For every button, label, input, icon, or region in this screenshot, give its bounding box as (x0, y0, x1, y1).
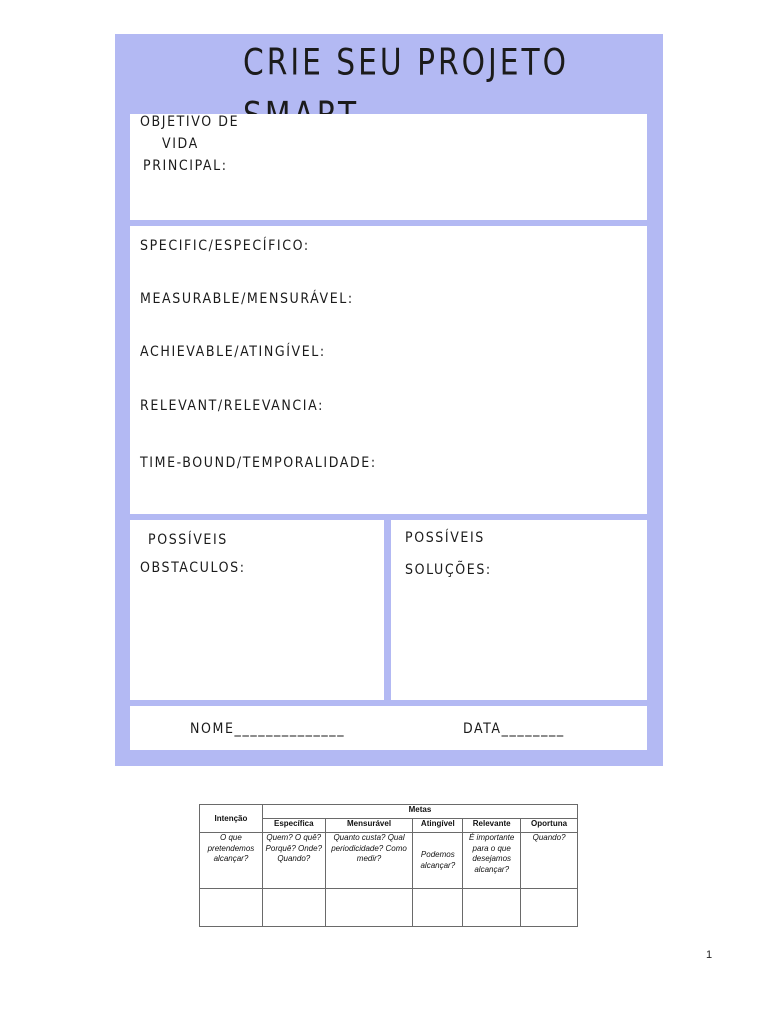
name-field-label: NOME______________ (190, 721, 346, 737)
table-cell (463, 889, 521, 927)
date-field-label: DATA________ (463, 721, 565, 737)
column-header: Específica (262, 819, 325, 833)
relevant-label: RELEVANT/RELEVANCIA: (140, 398, 324, 414)
table-cell: O que pretendemos alcançar? (200, 833, 263, 889)
solutions-label-line1: POSSÍVEIS (405, 530, 485, 546)
table-cell (262, 889, 325, 927)
column-header: Relevante (463, 819, 521, 833)
smart-goals-table (199, 804, 578, 927)
column-header: Atingível (413, 819, 463, 833)
table-cell: Podemos alcançar? (413, 833, 463, 889)
table-cell (413, 889, 463, 927)
specific-label: SPECIFIC/ESPECÍFICO: (140, 238, 310, 254)
objective-label-line2: VIDA (162, 136, 199, 152)
table-cell (200, 889, 263, 927)
smart-criteria-box (130, 226, 647, 514)
table-cell: Quando? (521, 833, 578, 889)
form-title: CRIE SEU PROJETO (243, 40, 569, 84)
solutions-label-line2: SOLUÇÕES: (405, 562, 492, 578)
objective-label-line1: OBJETIVO DE (140, 114, 240, 130)
table-header-row (200, 805, 578, 819)
table-cell (325, 889, 413, 927)
obstacles-label-line1: POSSÍVEIS (148, 532, 228, 548)
table-cell: É importante para o que desejamos alcançar? (463, 833, 521, 889)
life-objective-box (130, 114, 647, 220)
measurable-label: MEASURABLE/MENSURÁVEL: (140, 291, 354, 307)
obstacles-label-line2: OBSTACULOS: (140, 560, 246, 576)
page-number: 1 (706, 949, 713, 961)
table-row (200, 833, 578, 889)
obstacles-box (130, 520, 384, 700)
table-cell: Quanto custa? Qual periodicidade? Como medir? (325, 833, 413, 889)
smart-project-form (115, 34, 663, 766)
objective-label-line3: PRINCIPAL: (143, 158, 228, 174)
table-cell: Quem? O quê? Porquê? Onde? Quando? (262, 833, 325, 889)
column-header: Mensurável (325, 819, 413, 833)
solutions-box (391, 520, 647, 700)
table-cell (521, 889, 578, 927)
time-bound-label: TIME-BOUND/TEMPORALIDADE: (140, 455, 377, 471)
achievable-label: ACHIEVABLE/ATINGÍVEL: (140, 344, 326, 360)
intent-header: Intenção (200, 805, 263, 833)
signature-box (130, 706, 647, 750)
table-row (200, 889, 578, 927)
column-header: Oportuna (521, 819, 578, 833)
goals-header: Metas (262, 805, 577, 819)
